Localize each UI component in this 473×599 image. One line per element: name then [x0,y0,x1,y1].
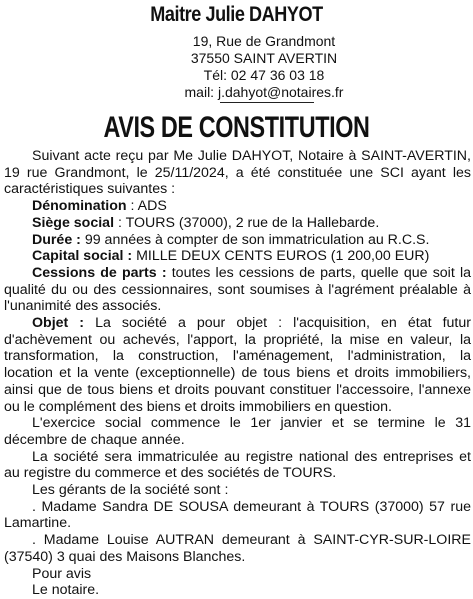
denomination-value: : ADS [126,198,167,215]
duree-line [4,232,471,249]
registre-paragraph: La société sera immatriculée au registre national des entreprises et au registre du commerce et des sociétés de TOURS. [4,448,471,482]
divider-rule [220,102,314,103]
duree-label: Durée : [32,231,81,248]
cessions-label: Cessions de parts : [32,264,167,281]
denomination-label: Dénomination [32,198,127,215]
duree-value: 99 années à compter de son immatriculation au R.C.S. [80,231,430,248]
notary-name: Maitre Julie DAHYOT [150,3,323,26]
notary-address-block [0,33,473,101]
address-line-1: 19, Rue de Grandmont [192,33,336,49]
objet-paragraph [4,315,471,415]
notice-body [0,148,473,599]
gerants-intro: Les gérants de la société sont : [32,482,229,499]
intro-paragraph: Suivant acte reçu par Me Julie DAHYOT, Notaire à SAINT-AVERTIN, 19 rue Grandmont, le 25/11/2024, a été constituée une SCI ayant les caractéristiques suivantes : [4,148,471,198]
capital-value: MILLE DEUX CENTS EUROS (1 200,00 EUR) [132,248,430,265]
siege-value: : TOURS (37000), 2 rue de la Hallebarde. [114,214,380,231]
exercice-paragraph: L'exercice social commence le 1er janvier et se termine le 31 décembre de chaque année. [4,415,471,448]
email-line: mail: j.dahyot@notaires.fr [184,84,344,100]
phone-line: Tél: 02 47 36 03 18 [203,67,325,83]
gerant-2: . Madame Louise AUTRAN demeurant à SAINT-CYR-SUR-LOIRE (37540) 3 quai des Maisons Blanches. [4,532,471,565]
denomination-line [4,198,471,215]
cessions-paragraph [4,265,471,315]
siege-line [4,215,471,232]
capital-line [4,248,471,265]
capital-label: Capital social : [32,248,133,265]
gerant-1: . Madame Sandra DE SOUSA demeurant à TOURS (37000) 57 rue Lamartine. [4,498,471,532]
objet-value: La société a pour objet : l'acquisition, en état futur d'achèvement ou achevés, l'apport, la propriété, la mise en valeur, la transformation, la construction, l'aménagement, l'administration, la location et la vente (exceptionnelle) de tous biens et droits immobiliers, ainsi que de tous biens et droits pouvant constituer l'accessoire, l'annexe ou le complément des biens et droits immobiliers en question. [4,315,471,415]
closing-pour-avis: Pour avis [32,565,92,582]
address-line-2: 37550 SAINT AVERTIN [190,50,338,66]
notice-title: AVIS DE CONSTITUTION [103,111,370,144]
closing-notaire: Le notaire. [32,582,100,599]
siege-label: Siège social [32,214,115,231]
objet-label: Objet : [32,315,85,332]
cessions-value: toutes les cessions de parts, quelle que soit la qualité du ou des cessionnaires, sont soumises à l'agrément préalable à l'unanimité des associés. [4,264,471,315]
